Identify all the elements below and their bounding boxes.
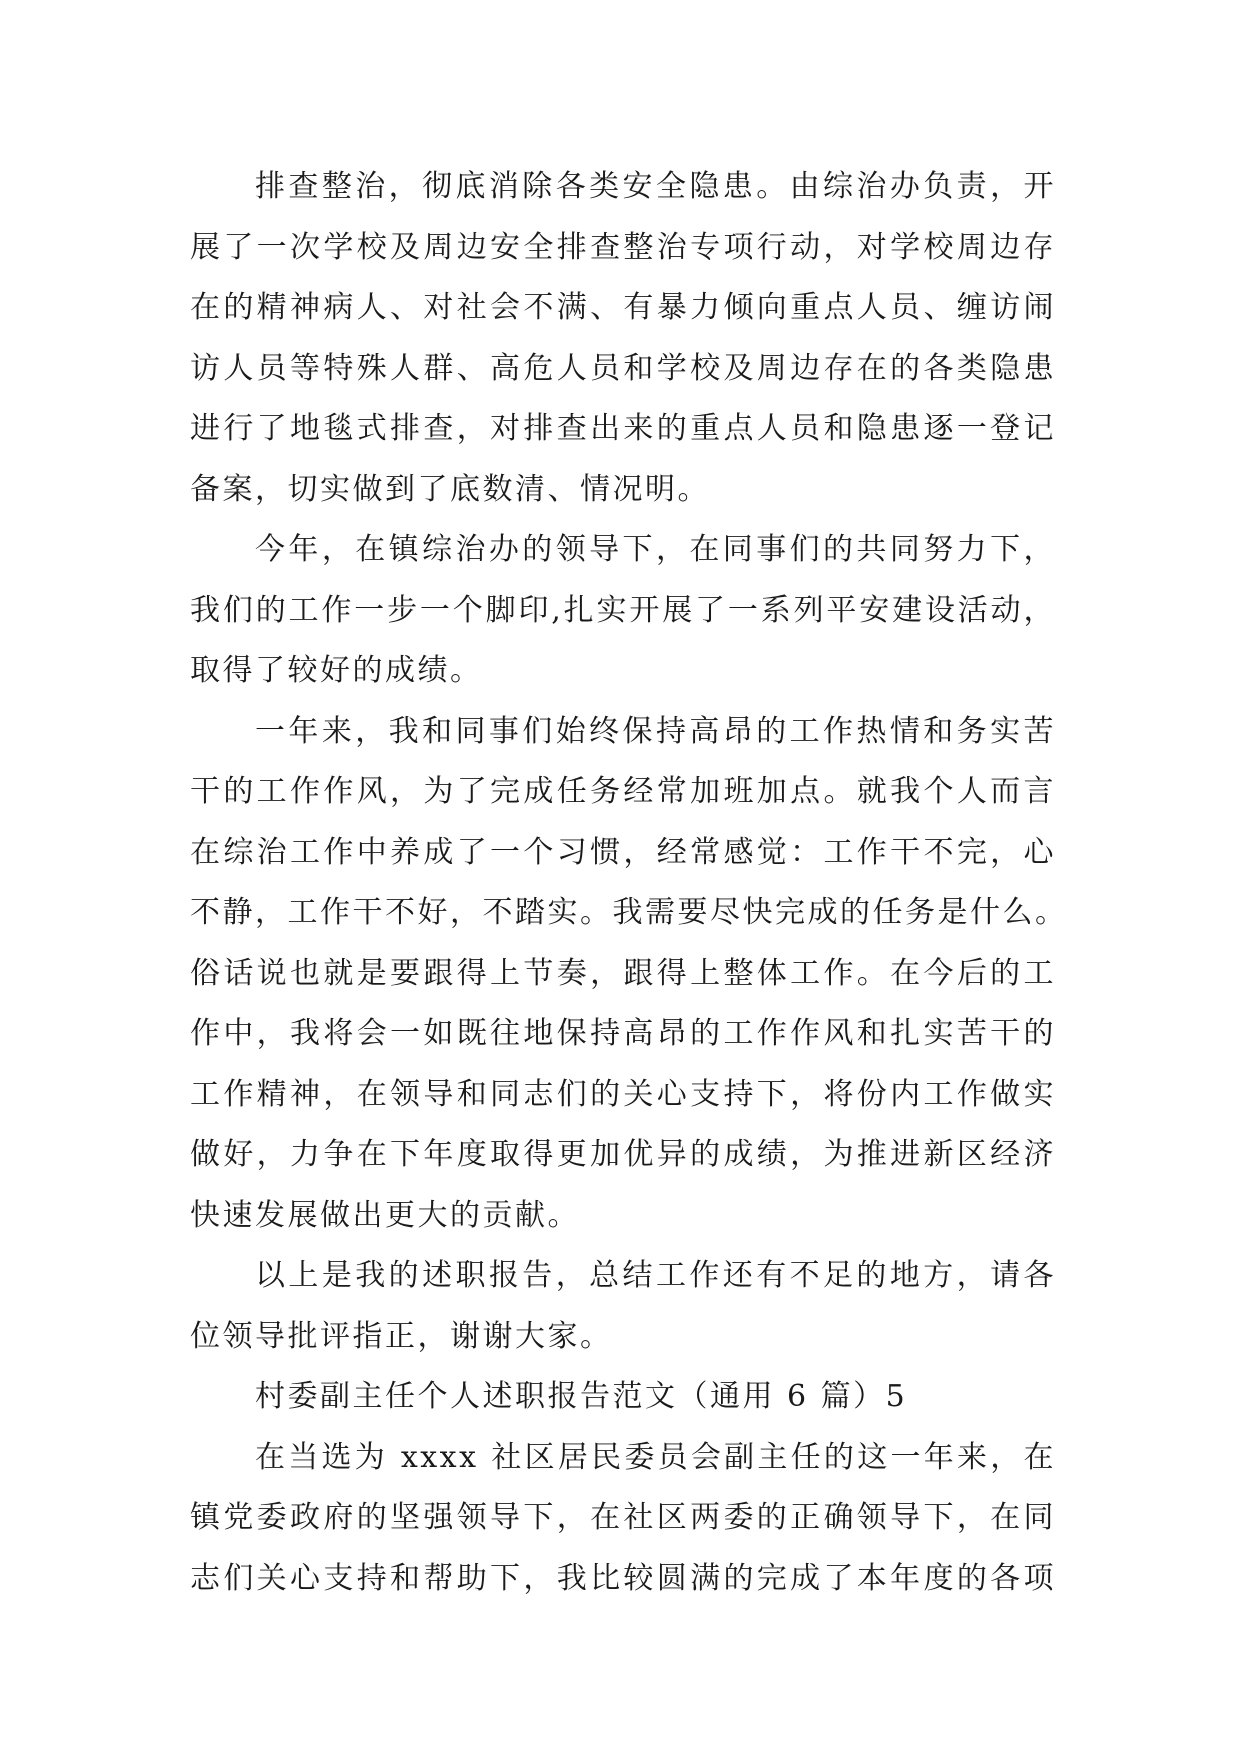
text-line: 镇党委政府的坚强领导下，在社区两委的正确领导下，在同 xyxy=(190,1500,1056,1535)
text-line: 做好，力争在下年度取得更加优异的成绩，为推进新区经济 xyxy=(190,1137,1056,1172)
text-line: 志们关心支持和帮助下，我比较圆满的完成了本年度的各项 xyxy=(190,1560,1056,1596)
text-line: 排查整治，彻底消除各类安全隐患。由综治办负责，开 xyxy=(255,169,1056,204)
text-line: 取得了较好的成绩。 xyxy=(190,653,483,688)
text-line: 进行了地毯式排查，对排查出来的重点人员和隐患逐一登记 xyxy=(190,411,1056,446)
text-line: 村委副主任个人述职报告范文（通用 6 篇）5 xyxy=(255,1379,908,1414)
text-line: 位领导批评指正，谢谢大家。 xyxy=(190,1318,613,1354)
text-line: 作中，我将会一如既往地保持高昂的工作作风和扎实苦干的 xyxy=(190,1016,1056,1051)
text-line: 在当选为 xxxx 社区居民委员会副主任的这一年来，在 xyxy=(255,1439,1056,1475)
text-line: 备案，切实做到了底数清、情况明。 xyxy=(190,471,710,507)
text-line: 快速发展做出更大的贡献。 xyxy=(190,1197,580,1233)
text-line: 在的精神病人、对社会不满、有暴力倾向重点人员、缠访闹 xyxy=(190,290,1056,325)
text-line: 干的工作作风，为了完成任务经常加班加点。就我个人而言 xyxy=(190,774,1056,809)
text-line: 一年来，我和同事们始终保持高昂的工作热情和务实苦 xyxy=(255,713,1056,749)
text-line: 俗话说也就是要跟得上节奏，跟得上整体工作。在今后的工 xyxy=(190,955,1056,991)
text-line: 今年，在镇综治办的领导下，在同事们的共同努力下， xyxy=(255,532,1056,567)
text-line: 以上是我的述职报告，总结工作还有不足的地方，请各 xyxy=(255,1258,1056,1293)
text-line: 我们的工作一步一个脚印,扎实开展了一系列平安建设活动， xyxy=(190,592,1056,628)
text-line: 工作精神，在领导和同志们的关心支持下，将份内工作做实 xyxy=(190,1076,1056,1112)
text-line: 展了一次学校及周边安全排查整治专项行动，对学校周边存 xyxy=(190,229,1056,265)
text-line: 在综治工作中养成了一个习惯，经常感觉：工作干不完，心 xyxy=(190,834,1056,870)
text-line: 不静，工作干不好，不踏实。我需要尽快完成的任务是什么。 xyxy=(190,895,1068,930)
text-line: 访人员等特殊人群、高危人员和学校及周边存在的各类隐患 xyxy=(190,350,1056,386)
document-body xyxy=(190,157,1068,1609)
